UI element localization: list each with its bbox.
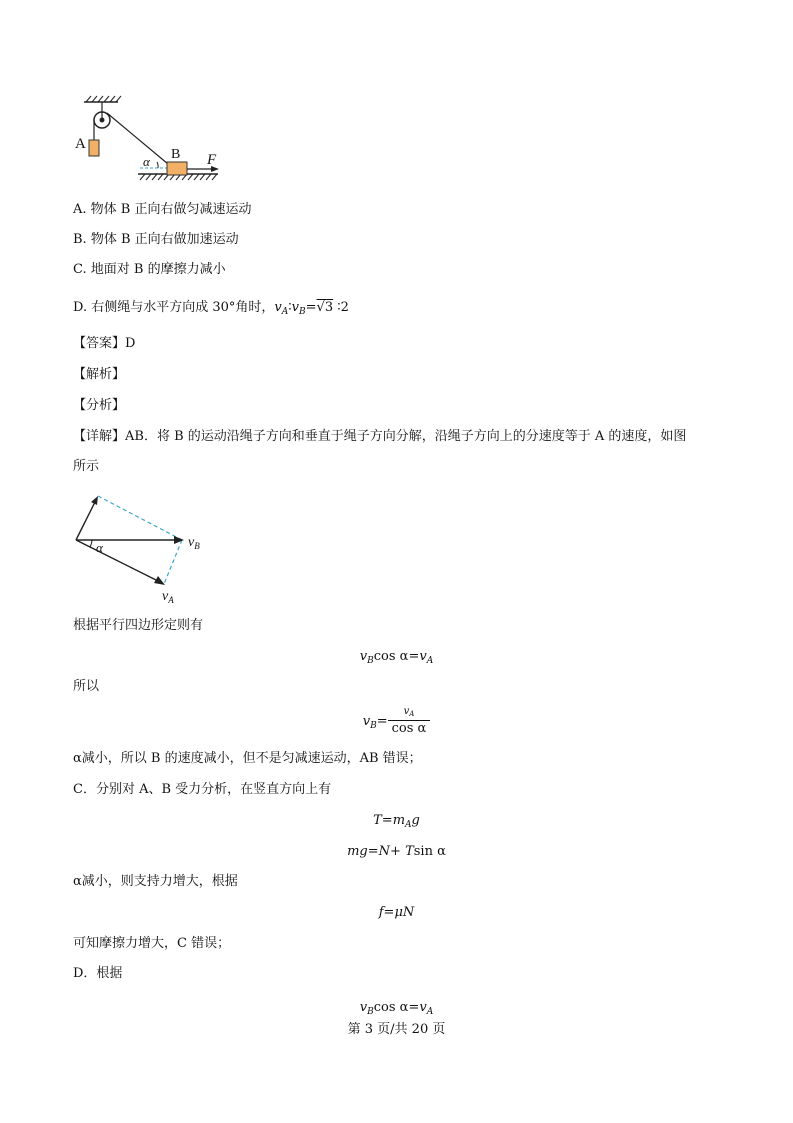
equation-3: $T=m_Ag$ bbox=[373, 813, 420, 830]
fig2-label-alpha: α bbox=[96, 540, 103, 555]
block-a bbox=[89, 140, 99, 156]
label-alpha: α bbox=[143, 154, 150, 169]
option-c-analysis-text: C．分别对 A、B 受力分析，在竖直方向上有 bbox=[73, 782, 332, 797]
option-d-analysis-text: D．根据 bbox=[73, 966, 123, 981]
answer: 【答案】D bbox=[73, 336, 136, 351]
label-a: A bbox=[75, 136, 86, 152]
equation-4: mg=N+ Tsin α bbox=[347, 844, 446, 859]
page-footer: 第 3 页/共 20 页 bbox=[347, 1022, 446, 1037]
label-f: F bbox=[207, 152, 217, 168]
option-c: C. 地面对 B 的摩擦力减小 bbox=[73, 262, 226, 277]
option-d-va: v bbox=[274, 300, 282, 315]
detail-line-1: 【详解】AB．将 B 的运动沿绳子方向和垂直于绳子方向分解，沿绳子方向上的分速度等于 A 的速度，如图 bbox=[73, 429, 687, 444]
option-d-sqrt: √3 bbox=[316, 300, 334, 315]
option-d-colon: ∶ bbox=[288, 300, 292, 315]
support-force-text: α减小，则支持力增大，根据 bbox=[73, 874, 238, 889]
parallelogram-rule-text: 根据平行四边形定则有 bbox=[73, 618, 204, 633]
alpha-decrease-text: α减小，所以 B 的速度减小，但不是匀减速运动，AB 错误； bbox=[73, 751, 422, 766]
option-a: A. 物体 B 正向右做匀减速运动 bbox=[73, 202, 252, 217]
analysis-heading: 【解析】 bbox=[73, 367, 126, 382]
fig2-label-va: $v_A$ bbox=[162, 589, 174, 604]
option-d-eq: = bbox=[305, 300, 317, 315]
velocity-decomposition-figure bbox=[66, 488, 216, 604]
label-b: B bbox=[171, 147, 181, 162]
equation-1: $v_B\cos$ $\alpha=v_A$ bbox=[359, 649, 434, 666]
option-d bbox=[73, 300, 349, 320]
option-d-tail: ∶2 bbox=[333, 300, 349, 315]
fenxi-heading: 【分析】 bbox=[73, 398, 126, 413]
detail-line-2: 所示 bbox=[73, 459, 100, 474]
option-d-vb: v bbox=[291, 300, 300, 315]
equation-5: f=μN bbox=[378, 905, 415, 920]
block-b bbox=[167, 162, 187, 175]
equation-2: $v_B=$ $\frac{v_A}{\text{cos α}}$ bbox=[0, 706, 793, 737]
option-d-vb-sub: B bbox=[299, 307, 306, 317]
suoyi-text: 所以 bbox=[73, 679, 100, 694]
pulley-figure bbox=[70, 92, 230, 188]
fig2-label-vb: $v_B$ bbox=[188, 535, 200, 551]
equation-6: $v_B\cos$ $\alpha=v_A$ bbox=[359, 1000, 434, 1017]
option-d-prefix: D. 右侧绳与水平方向成 30°角时， bbox=[73, 300, 275, 315]
friction-text: 可知摩擦力增大，C 错误； bbox=[73, 936, 231, 951]
option-b: B. 物体 B 正向右做加速运动 bbox=[73, 232, 239, 247]
option-d-va-sub: A bbox=[281, 307, 289, 317]
